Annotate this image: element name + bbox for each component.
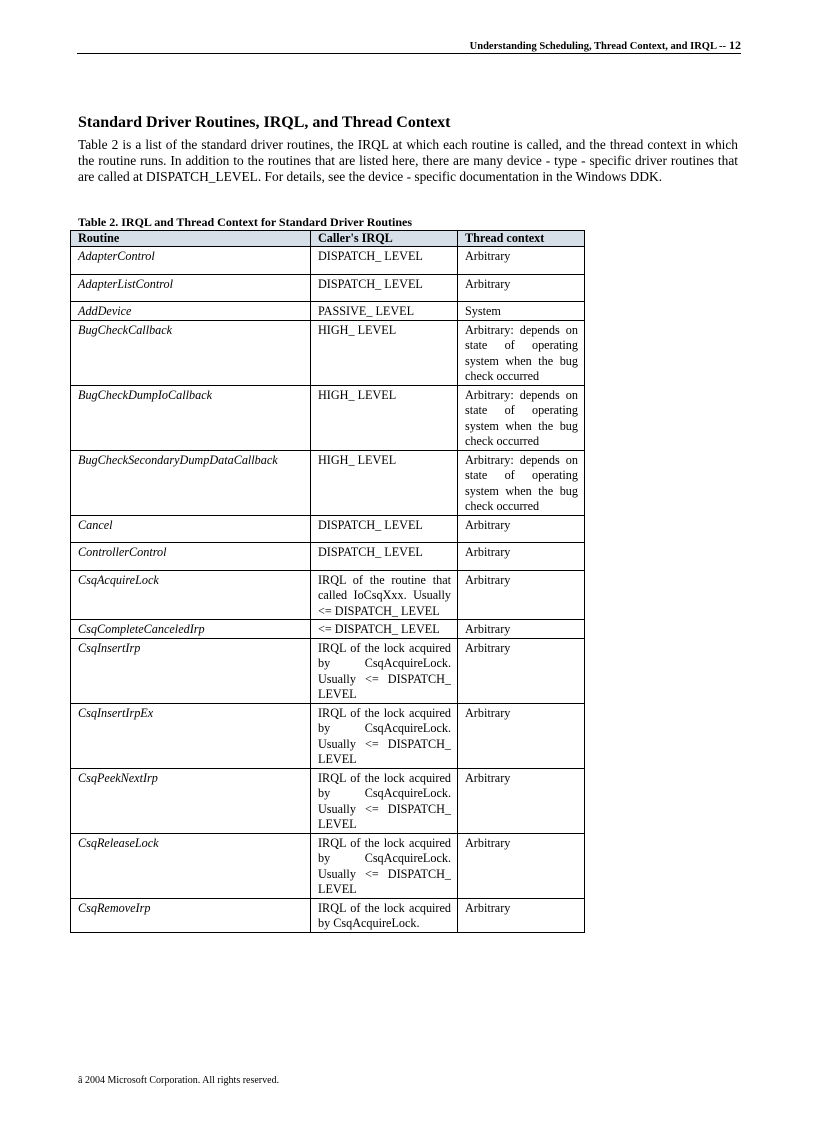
irql-cell: IRQL of the lock acquired by CsqAcquireLock. Usually <= DISPATCH_ LEVEL xyxy=(311,768,458,833)
section-title: Standard Driver Routines, IRQL, and Thread Context xyxy=(78,114,451,131)
column-header-thread-context: Thread context xyxy=(458,231,585,247)
table-row xyxy=(71,703,585,768)
routines-table xyxy=(70,230,585,933)
table-row xyxy=(71,638,585,703)
thread-context-cell: Arbitrary: depends on state of operating system when the bug check occurred xyxy=(458,450,585,515)
irql-cell: HIGH_ LEVEL xyxy=(311,320,458,385)
intro-paragraph: Table 2 is a list of the standard driver routines, the IRQL at which each routine is called, and the thread context in which the routine runs. In addition to the routines that are listed here, there are many device - type - specific driver routines that are called at DISPATCH_LEVEL. For details, see the device - specific documentation in the Windows DDK. xyxy=(78,137,738,184)
column-header-callers-irql: Caller's IRQL xyxy=(311,231,458,247)
irql-cell: DISPATCH_ LEVEL xyxy=(311,247,458,275)
thread-context-cell: Arbitrary xyxy=(458,703,585,768)
irql-cell: IRQL of the lock acquired by CsqAcquireLock. Usually <= DISPATCH_ LEVEL xyxy=(311,833,458,898)
irql-cell: IRQL of the lock acquired by CsqAcquireLock. Usually <= DISPATCH_ LEVEL xyxy=(311,638,458,703)
routine-cell: AdapterControl xyxy=(71,247,311,275)
routine-cell: CsqReleaseLock xyxy=(71,833,311,898)
table-row xyxy=(71,274,585,302)
table-row xyxy=(71,515,585,543)
routine-cell: CsqInsertIrpEx xyxy=(71,703,311,768)
thread-context-cell: Arbitrary xyxy=(458,515,585,543)
irql-cell: HIGH_ LEVEL xyxy=(311,385,458,450)
table-row xyxy=(71,302,585,321)
table-row xyxy=(71,768,585,833)
irql-cell: DISPATCH_ LEVEL xyxy=(311,515,458,543)
irql-cell: IRQL of the lock acquired by CsqAcquireLock. Usually <= DISPATCH_ LEVEL xyxy=(311,703,458,768)
thread-context-cell: Arbitrary xyxy=(458,274,585,302)
table-row xyxy=(71,247,585,275)
irql-cell: PASSIVE_ LEVEL xyxy=(311,302,458,321)
table-row xyxy=(71,620,585,639)
thread-context-cell: Arbitrary xyxy=(458,898,585,932)
routine-cell: AddDevice xyxy=(71,302,311,321)
routine-cell: CsqCompleteCanceledIrp xyxy=(71,620,311,639)
thread-context-cell: Arbitrary xyxy=(458,247,585,275)
thread-context-cell: Arbitrary xyxy=(458,833,585,898)
routine-cell: ControllerControl xyxy=(71,543,311,571)
irql-cell: HIGH_ LEVEL xyxy=(311,450,458,515)
routine-cell: Cancel xyxy=(71,515,311,543)
routine-cell: AdapterListControl xyxy=(71,274,311,302)
table-caption: Table 2. IRQL and Thread Context for Standard Driver Routines xyxy=(78,215,413,229)
column-header-routine: Routine xyxy=(71,231,311,247)
running-header xyxy=(77,38,741,54)
routine-cell: CsqInsertIrp xyxy=(71,638,311,703)
thread-context-cell: Arbitrary xyxy=(458,638,585,703)
irql-cell: <= DISPATCH_ LEVEL xyxy=(311,620,458,639)
irql-cell: IRQL of the lock acquired by CsqAcquireLock. xyxy=(311,898,458,932)
table-row xyxy=(71,833,585,898)
thread-context-cell: Arbitrary xyxy=(458,570,585,620)
thread-context-cell: Arbitrary: depends on state of operating system when the bug check occurred xyxy=(458,320,585,385)
table-row xyxy=(71,570,585,620)
page-number: 12 xyxy=(729,38,741,52)
routine-cell: CsqAcquireLock xyxy=(71,570,311,620)
thread-context-cell: Arbitrary: depends on state of operating system when the bug check occurred xyxy=(458,385,585,450)
table-row xyxy=(71,385,585,450)
routine-cell: CsqRemoveIrp xyxy=(71,898,311,932)
thread-context-cell: Arbitrary xyxy=(458,620,585,639)
thread-context-cell: System xyxy=(458,302,585,321)
copyright-footer: â 2004 Microsoft Corporation. All rights reserved. xyxy=(78,1075,280,1086)
routine-cell: BugCheckSecondaryDumpDataCallback xyxy=(71,450,311,515)
irql-cell: IRQL of the routine that called IoCsqXxx. Usually <= DISPATCH_ LEVEL xyxy=(311,570,458,620)
table-header-row xyxy=(71,231,585,247)
thread-context-cell: Arbitrary xyxy=(458,543,585,571)
thread-context-cell: Arbitrary xyxy=(458,768,585,833)
irql-cell: DISPATCH_ LEVEL xyxy=(311,543,458,571)
table-row xyxy=(71,450,585,515)
table-row xyxy=(71,320,585,385)
routine-cell: BugCheckDumpIoCallback xyxy=(71,385,311,450)
irql-cell: DISPATCH_ LEVEL xyxy=(311,274,458,302)
routine-cell: CsqPeekNextIrp xyxy=(71,768,311,833)
running-title: Understanding Scheduling, Thread Context, and IRQL -- xyxy=(469,41,726,52)
table-row xyxy=(71,898,585,932)
routine-cell: BugCheckCallback xyxy=(71,320,311,385)
table-row xyxy=(71,543,585,571)
